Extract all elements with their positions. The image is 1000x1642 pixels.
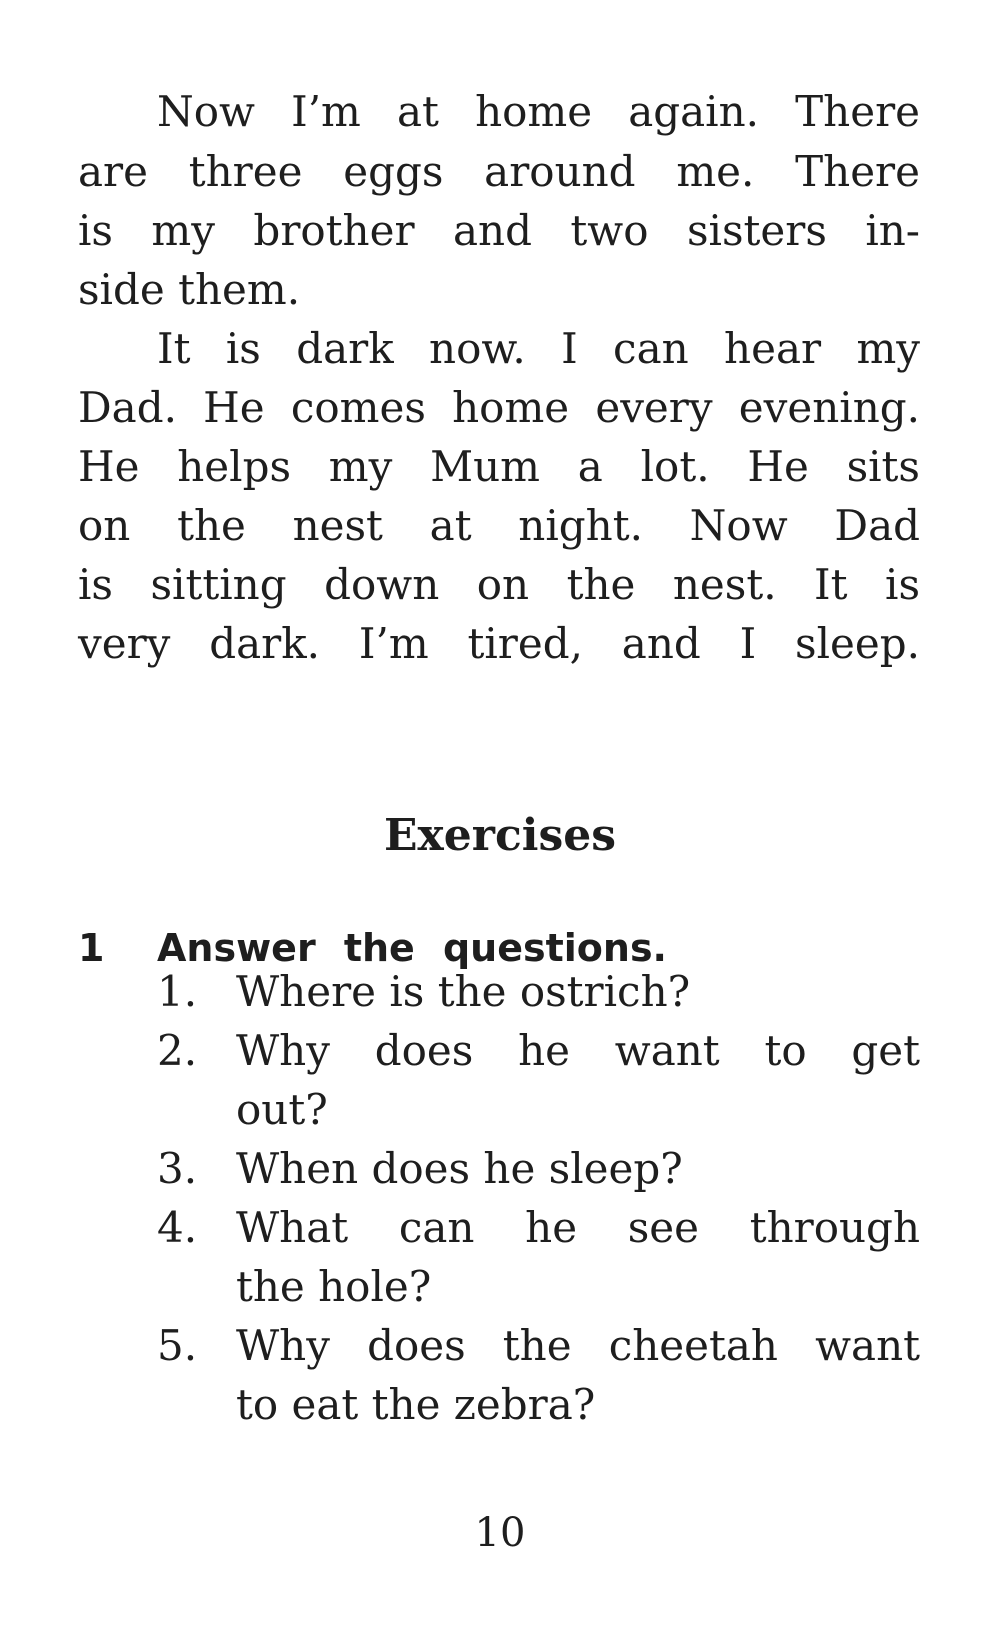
question-2-number: 2. [157,1026,198,1075]
question-2-line-2: out? [236,1085,328,1134]
paragraph-2-line-2: Dad. He comes home every evening. [78,383,920,432]
paragraph-2-line-4: on the nest at night. Now Dad [78,501,920,550]
paragraph-1-line-4: side them. [78,265,301,314]
paragraph-2-line-6: very dark. I’m tired, and I sleep. [78,619,920,668]
paragraph-1-line-3: is my brother and two sisters in- [78,206,920,255]
paragraph-2-line-1: It is dark now. I can hear my [157,324,920,373]
question-5-line-2: to eat the zebra? [236,1380,596,1429]
paragraph-1-line-2: are three eggs around me. There [78,147,920,196]
question-5-number: 5. [157,1321,198,1370]
question-2-line-1: Why does he want to get [236,1026,920,1075]
question-4-number: 4. [157,1203,198,1252]
question-4-line-1: What can he see through [236,1203,920,1252]
page-number: 10 [474,1510,526,1556]
paragraph-2-line-5: is sitting down on the nest. It is [78,560,920,609]
exercise-instruction: Answer the questions. [157,926,667,970]
question-3-number: 3. [157,1144,198,1193]
question-1-line-1: Where is the ostrich? [236,967,691,1016]
question-3-line-1: When does he sleep? [236,1144,683,1193]
question-5-line-1: Why does the cheetah want [236,1321,920,1370]
paragraph-1-line-1: Now I’m at home again. There [157,87,920,136]
exercises-heading: Exercises [384,810,616,861]
paragraph-2-line-3: He helps my Mum a lot. He sits [78,442,920,491]
question-4-line-2: the hole? [236,1262,432,1311]
exercise-number: 1 [78,926,105,970]
question-1-number: 1. [157,967,198,1016]
